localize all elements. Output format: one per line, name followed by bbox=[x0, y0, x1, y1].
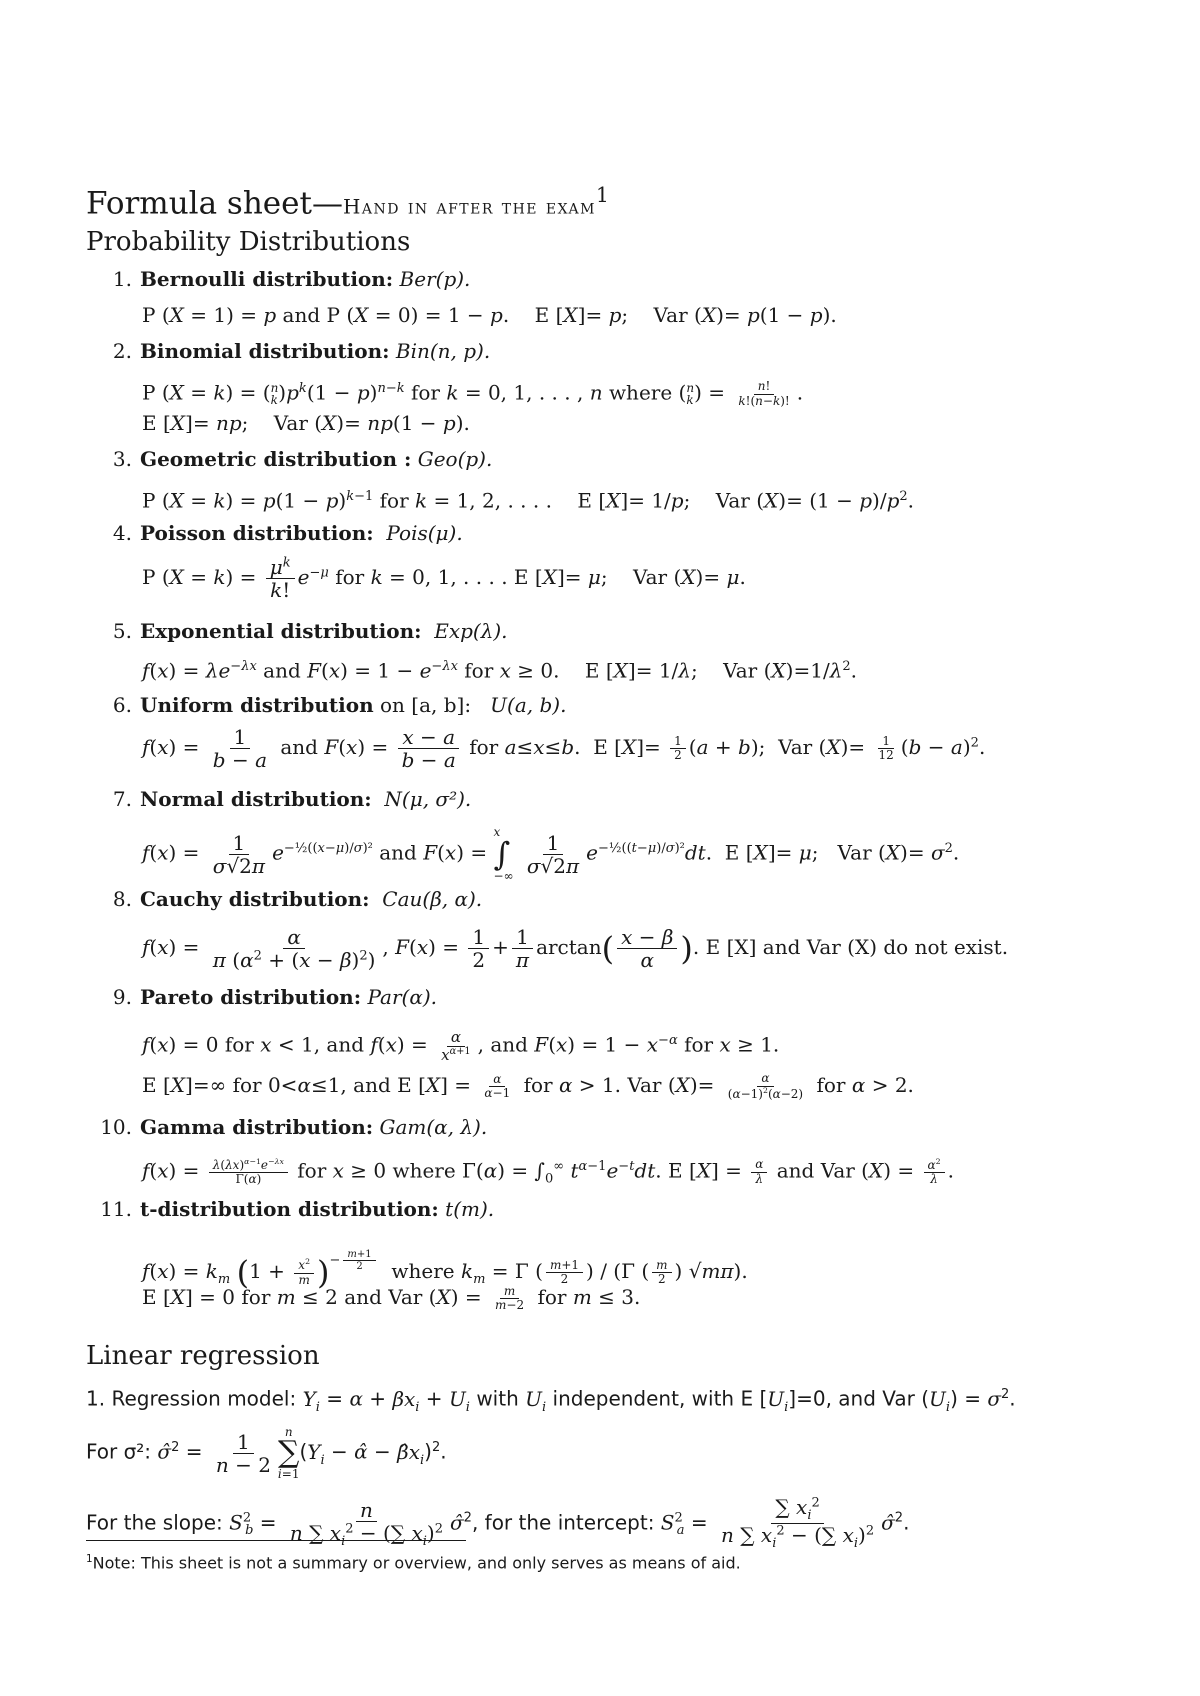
for-intercept-label: , for the intercept: bbox=[471, 1510, 655, 1535]
word-where: where bbox=[608, 380, 673, 405]
formula-gamma: f(x) = $\frac{\lambda(\lambda x)^{\alpha-1}e^{-\lambda x}}{\Gamma(\alpha)}$ for x ≥ 0 where $\Gamma(\alpha) = \int_0^\infty$ $t^{\alpha-1}e^{-t}dt$. E [X] = $\frac{\alpha}{\lambda}$ and Var (X) = $\frac{\alpha^2}{\lambda}$ . bbox=[142, 1156, 954, 1187]
dist-name: Poisson distribution: bbox=[140, 521, 374, 545]
dist-name: Binomial distribution: bbox=[140, 339, 390, 363]
formula-binomial-pmf: P (X = k) = ( n k )$p^k(1 - p)^{n-k}$ for k = 0, 1, . . . , n where ( n k ) = $\frac{n!}{k!(n-k)!}$ . bbox=[142, 379, 804, 408]
formula-t-density: $f(x) = k_m$ (1 + $\frac{x^2}{m}$ )$^{- \frac{m+1}{2}}$ where $k_m = \Gamma$ ( $\frac{m+1}{2}$ ) / (Γ ( $\frac{m}{2}$ ) √mπ). bbox=[142, 1249, 748, 1292]
item-number: 10. bbox=[100, 1115, 132, 1139]
formula-cauchy: f(x) = $\frac{\alpha}{\pi (\alpha^2 + (x - \beta)^2)}$ , F(x) = $\frac{1}{2}$ + $\frac{1}{\pi}$ arctan( $\frac{x - \beta}{\alpha}$ ). E [X] and Var (X) do not exist. bbox=[142, 925, 1009, 972]
dist-symbol: Cau(β, α). bbox=[382, 887, 483, 911]
item-number: 9. bbox=[112, 985, 132, 1009]
section-heading-regression: Linear regression bbox=[86, 1341, 320, 1371]
item-number: 3. bbox=[112, 447, 132, 471]
footnote bbox=[86, 1548, 741, 1574]
formula-sigma-hat: For σ²: σ̂$^2$ = $\frac{1}{n - 2}$ n ∑ i=1 ($Y_i$ − α̂ − $\betâx_i)^2$. bbox=[86, 1425, 447, 1481]
title-subtitle: Hand in after the exam bbox=[342, 194, 596, 219]
formula-poisson: P (X = k) = $\frac{\mu^k}{k!}$ $e^{-\mu}$ for k = 0, 1, . . . . E [X]= μ; Var (X)= μ. bbox=[142, 555, 746, 602]
item-number: 11. bbox=[100, 1197, 132, 1221]
word-for: for bbox=[410, 380, 440, 405]
footnote-marker: 1 bbox=[596, 183, 609, 207]
footnote-marker: 1 bbox=[86, 1553, 93, 1565]
formula-bernoulli: P (X = 1) = p and P (X = 0) = 1 − p. E [X]= p; Var (X)= p(1 − p). bbox=[142, 303, 837, 327]
dist-symbol: Bin(n, p). bbox=[395, 339, 491, 363]
dist-symbol: Exp(λ). bbox=[434, 619, 508, 643]
dist-name: Bernoulli distribution: bbox=[140, 267, 394, 291]
dist-symbol: t(m). bbox=[445, 1197, 495, 1221]
item-number: 1. bbox=[112, 267, 132, 291]
item-number: 2. bbox=[112, 339, 132, 363]
cauchy-moments-note: E [X] and Var (X) do not exist. bbox=[705, 935, 1009, 959]
dist-name: Gamma distribution: bbox=[140, 1115, 374, 1139]
dist-symbol: U(a, b). bbox=[490, 693, 567, 717]
dist-name: Normal distribution: bbox=[140, 787, 372, 811]
footnote-divider bbox=[86, 1540, 466, 1541]
dist-heading-bernoulli bbox=[104, 266, 470, 292]
title-main: Formula sheet bbox=[86, 185, 312, 222]
regression-model: 1. Regression model: $Y_i = \alpha + \beta x_i + U_i$ with $U_i$ independent, with E $[U_i]=0$, and Var $(U_i) = \sigma^2$. bbox=[86, 1386, 1016, 1415]
formula-binomial-moments: E [X]= np; Var (X)= np(1 − p). bbox=[142, 411, 470, 435]
formula-normal: f(x) = $\frac{1}{\sigma√2\pi}$ $e^{-\frac{1}{2}((x-\mu)/\sigma)^2}$ and F(x) = x ∫ −∞ $\frac{1}{\sigma√2\pi}$ $e^{-\frac{1}{2}((t-\mu)/\sigma)^2}dt$. E [X]= μ; Var $(X)= \sigma^2$. bbox=[142, 825, 960, 883]
dist-name: Exponential distribution: bbox=[140, 619, 422, 643]
dist-heading-t bbox=[98, 1196, 494, 1222]
dist-heading-exponential bbox=[104, 618, 508, 644]
dist-name: Cauchy distribution: bbox=[140, 887, 370, 911]
formula-t-moments: E [X] = 0 for m ≤ 2 and Var (X) = $\frac{m}{m-2}$ for m ≤ 3. bbox=[142, 1283, 641, 1312]
for-slope-label: For the slope: bbox=[86, 1510, 223, 1535]
dist-symbol: Gam(α, λ). bbox=[379, 1115, 488, 1139]
word-independent: independent, with bbox=[552, 1386, 735, 1411]
dist-interval: on [a, b]: bbox=[380, 693, 472, 717]
dist-symbol: Par(α). bbox=[367, 985, 437, 1009]
formula-uniform: f(x) = $\frac{1}{b - a}$ and F(x) = $\frac{x - a}{b - a}$ for a≤x≤b. E [X]= $\frac{1}{2}$ (a + b); Var (X)= $\frac{1}{12}$ $(b - a)^2$. bbox=[142, 725, 986, 772]
dist-name: Uniform distribution bbox=[140, 693, 374, 717]
item-number: 5. bbox=[112, 619, 132, 643]
formula-geometric: P $(X = k) = p(1 - p)^{k-1}$ for k = 1, 2, . . . . E [X]= 1/p; Var $(X)= (1 - p)/p^2$. bbox=[142, 488, 915, 513]
dist-name: t-distribution distribution: bbox=[140, 1197, 439, 1221]
formula-slope-intercept: For the slope: $S^2_b$ = $\frac{n}{n \sum x_i^2 - (\sum x_i)^2}$ σ̂$^2$, for the intercept: $S^2_a$ = $\frac{\sum x_i^2}{n \sum x_i^2 - (\sum x_i)^2}$ σ̂$^2$. bbox=[86, 1495, 910, 1552]
formula-exponential: $f(x) = \lambda e^{-\lambda x}$ and $F(x) = 1 - e^{-\lambda x}$ for x ≥ 0. E [X]= 1/λ; Var $(X)=1/\lambda^2$. bbox=[142, 658, 858, 683]
footnote-text: Note: This sheet is not a summary or overview, and only serves as means of aid. bbox=[92, 1553, 741, 1573]
formula-pareto-moments: E [X]=∞ for 0<α≤1, and E [X] = $\frac{\alpha}{\alpha-1}$ for α > 1. Var (X)= $\frac{\alpha}{(\alpha-1)^2(\alpha-2)}$ for α > 2. bbox=[142, 1071, 914, 1101]
word-and: and bbox=[282, 303, 321, 327]
dist-heading-pareto bbox=[104, 984, 437, 1010]
dist-name: Geometric distribution : bbox=[140, 447, 412, 471]
dist-symbol: N(μ, σ²). bbox=[384, 787, 472, 811]
dist-heading-cauchy bbox=[104, 886, 482, 912]
dist-heading-poisson bbox=[104, 520, 463, 546]
word-with: with bbox=[476, 1386, 519, 1411]
dist-heading-gamma bbox=[98, 1114, 487, 1140]
formula-pareto-density: f(x) = 0 for x < 1, and f(x) = $\frac{\alpha}{x^{\alpha+1}}$ , and $F(x) = 1 - x^{-\alpha}$ for x ≥ 1. bbox=[142, 1028, 780, 1064]
dist-heading-geometric bbox=[104, 446, 492, 472]
dist-name: Pareto distribution: bbox=[140, 985, 362, 1009]
dist-heading-binomial bbox=[104, 338, 490, 364]
dist-symbol: Ber(p). bbox=[399, 267, 471, 291]
title-dash: — bbox=[311, 185, 343, 222]
item-number: 7. bbox=[112, 787, 132, 811]
item-number: 4. bbox=[112, 521, 132, 545]
for-sigma-label: For σ²: bbox=[86, 1439, 152, 1464]
section-heading-probability: Probability Distributions bbox=[86, 227, 411, 257]
page-title bbox=[86, 176, 609, 225]
dist-heading-uniform bbox=[104, 692, 566, 718]
regression-model-label: 1. Regression model: bbox=[86, 1386, 297, 1411]
item-number: 8. bbox=[112, 887, 132, 911]
item-number: 6. bbox=[112, 693, 132, 717]
dist-heading-normal bbox=[104, 786, 471, 812]
dist-symbol: Geo(p). bbox=[417, 447, 493, 471]
dist-symbol: Pois(μ). bbox=[386, 521, 463, 545]
